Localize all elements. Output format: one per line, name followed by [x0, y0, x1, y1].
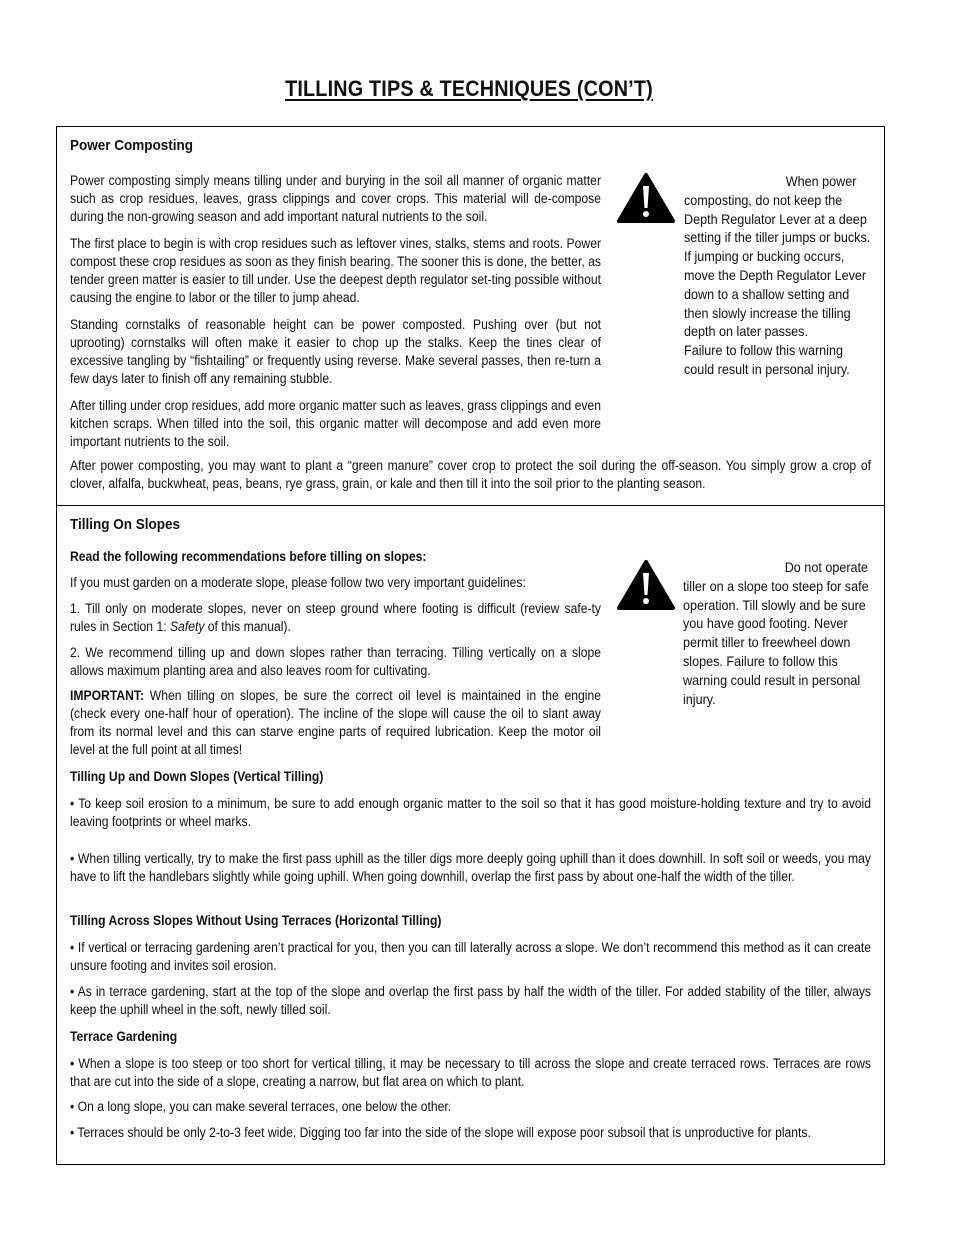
warning-text-line: If jumping or bucking occurs, move the Depth Regulator Lever down to a shallow setting and then slowly increase the tilling depth on later passes. [684, 248, 867, 340]
guideline-italic: Safety [169, 619, 205, 634]
power-composting-paragraph: The first place to begin is with crop residues such as leftover vines, stalks, stems and roots. Power compost these crop residues as soon as they finish bearing. The sooner this is done, the better, as tender green matter is easier to till under. Use the deepest depth regulator set-ting possible without causing the engine to labor or the tiller to jump ahead. [70, 236, 601, 305]
terrace-gardening-bullet: • Terraces should be only 2-to-3 feet wide. Digging too far into the side of the slope will expose poor subsoil that is unproductive for plants. [70, 1125, 811, 1140]
slopes-important-note [70, 687, 601, 759]
tilling-on-slopes-heading: Tilling On Slopes [70, 516, 181, 533]
power-composting-heading: Power Composting [70, 137, 194, 154]
page-title: TILLING TIPS & TECHNIQUES (CON’T) [285, 76, 653, 101]
horizontal-tilling-heading: Tilling Across Slopes Without Using Terraces (Horizontal Tilling) [70, 913, 442, 928]
power-composting-paragraph: Standing cornstalks of reasonable height can be power composted. Pushing over (but not uprooting) cornstalks will often make it easier to chop up the stalks. Keep the tines clear of excessive tangling by “fishtailing” or frequently using reverse. Make several passes, then re-turn a few days later to finish off any remaining stubble. [70, 317, 601, 386]
horizontal-tilling-bullet: • If vertical or terracing gardening aren’t practical for you, then you can till laterally across a slope. We don’t recommend this method as it can create unsure footing and invites soil erosion. [70, 940, 871, 973]
slopes-guideline-2: 2. We recommend tilling up and down slopes rather than terracing. Tilling vertically on a slope allows maximum planting area and also leaves room for cultivating. [70, 645, 601, 678]
horizontal-tilling-bullet: • As in terrace gardening, start at the top of the slope and overlap the first pass by half the width of the tiller. For added stability of the tiller, always keep the uphill wheel in the soft, newly tilled soil. [70, 984, 871, 1017]
content-frame [56, 126, 885, 1165]
important-text: When tilling on slopes, be sure the correct oil level is maintained in the engine (check every one-half hour of operation). The incline of the slope will cause the oil to slant away from its normal level and this can starve engine parts of required lubrication. Keep the motor oil level at the full point at all times! [70, 688, 601, 757]
slopes-warning [683, 558, 872, 708]
vertical-tilling-bullet: • To keep soil erosion to a minimum, be sure to add enough organic matter to the soil so that it has good moisture-holding texture and try to avoid leaving footprints or wheel marks. [70, 796, 871, 829]
slopes-guideline-1 [70, 600, 601, 636]
warning-text-line: Do not operate tiller on a slope too steep for safe operation. Till slowly and be sure you have good footing. Never permit tiller to freewheel down slopes. Failure to follow this warning could result in personal injury. [683, 559, 869, 707]
power-composting-warning [684, 172, 873, 379]
warning-triangle-icon [616, 172, 676, 224]
power-composting-paragraph: After tilling under crop residues, add more organic matter such as leaves, grass clippings and even kitchen scraps. When tilled into the soil, this organic matter will decompose and add even more important nutrients to the soil. [70, 398, 601, 449]
section-divider [57, 505, 884, 506]
warning-text-line: Failure to follow this warning could result in personal injury. [684, 342, 850, 377]
important-label: IMPORTANT: [70, 688, 145, 703]
slopes-intro: If you must garden on a moderate slope, please follow two very important guidelines: [70, 575, 526, 590]
guideline-text: of this manual). [204, 619, 291, 634]
vertical-tilling-bullet: • When tilling vertically, try to make the first pass uphill as the tiller digs more deeply going uphill than it does downhill. In soft soil or weeds, you may have to lift the handlebars slightly while going uphill. When going downhill, overlap the first pass by about one-half the width of the tiller. [70, 851, 871, 884]
terrace-gardening-bullet: • When a slope is too steep or too short for vertical tilling, it may be necessary to till across the slope and create terraced rows. Terraces are rows that are cut into the side of a slope, creating a narrow, but flat area on which to plant. [70, 1056, 871, 1089]
guideline-text: 1. Till only on moderate slopes, never on steep ground where footing is difficult (review safe-ty rules in Section 1: [70, 601, 601, 634]
vertical-tilling-heading: Tilling Up and Down Slopes (Vertical Tilling) [70, 769, 324, 784]
warning-text-line: When power composting, do not keep the Depth Regulator Lever at a deep setting if the tiller jumps or bucks. [684, 173, 871, 246]
power-composting-closing: After power composting, you may want to plant a “green manure” cover crop to protect the soil during the off-season. You simply grow a crop of clover, alfalfa, buckwheat, peas, beans, rye grass, grain, or kale and then till it into the soil prior to the planting season. [70, 458, 871, 491]
terrace-gardening-bullet: • On a long slope, you can make several terraces, one below the other. [70, 1099, 452, 1114]
terrace-gardening-heading: Terrace Gardening [70, 1029, 178, 1044]
warning-triangle-icon [616, 559, 676, 611]
slopes-intro-bold: Read the following recommendations before tilling on slopes: [70, 549, 427, 564]
power-composting-paragraph: Power composting simply means tilling under and burying in the soil all manner of organic matter such as crop residues, leaves, grass clippings and cover crops. This material will de-compose during the non-growing season and add important natural nutrients to the soil. [70, 173, 601, 224]
